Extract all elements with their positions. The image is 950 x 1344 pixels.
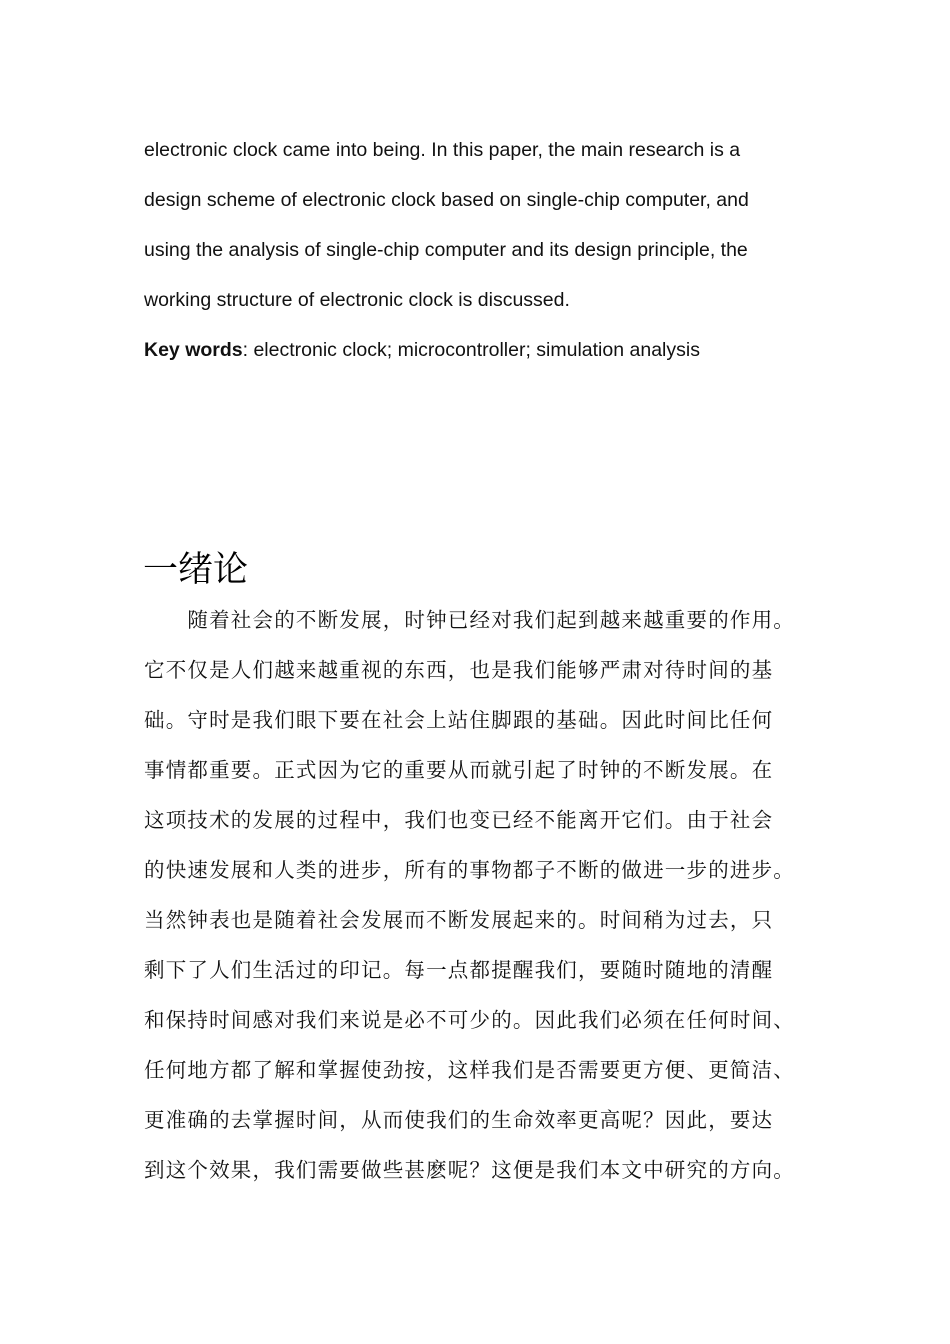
keywords-line — [144, 338, 700, 362]
body-line: 的快速发展和人类的进步，所有的事物都子不断的做进一步的进步。 — [144, 858, 795, 882]
keywords-label: Key words — [144, 339, 243, 361]
body-line: 剩下了人们生活过的印记。每一点都提醒我们，要随时随地的清醒 — [144, 958, 774, 982]
body-line: 任何地方都了解和掌握使劲按，这样我们是否需要更方便、更简洁、 — [144, 1058, 795, 1082]
body-line: 和保持时间感对我们来说是必不可少的。因此我们必须在任何时间、 — [144, 1008, 795, 1032]
body-line: 事情都重要。正式因为它的重要从而就引起了时钟的不断发展。在 — [144, 758, 774, 782]
keywords-text: : electronic clock; microcontroller; simulation analysis — [242, 339, 700, 361]
abstract-line: design scheme of electronic clock based on single-chip computer, and — [144, 189, 749, 211]
abstract-line: using the analysis of single-chip computer and its design principle, the — [144, 239, 748, 261]
abstract-line: working structure of electronic clock is discussed. — [144, 289, 570, 311]
abstract-line: electronic clock came into being. In this paper, the main research is a — [144, 139, 741, 161]
body-line: 到这个效果，我们需要做些甚麽呢？这便是我们本文中研究的方向。 — [144, 1158, 795, 1182]
body-line: 更准确的去掌握时间，从而使我们的生命效率更高呢？因此，要达 — [144, 1108, 774, 1132]
body-line: 它不仅是人们越来越重视的东西，也是我们能够严肃对待时间的基 — [144, 658, 774, 682]
body-line: 这项技术的发展的过程中，我们也变已经不能离开它们。由于社会 — [144, 808, 774, 832]
body-line: 当然钟表也是随着社会发展而不断发展起来的。时间稍为过去，只 — [144, 908, 774, 932]
section-heading: 一绪论 — [143, 550, 249, 590]
body-line: 随着社会的不断发展，时钟已经对我们起到越来越重要的作用。 — [144, 608, 795, 632]
body-line: 础。守时是我们眼下要在社会上站住脚跟的基础。因此时间比任何 — [144, 708, 774, 732]
